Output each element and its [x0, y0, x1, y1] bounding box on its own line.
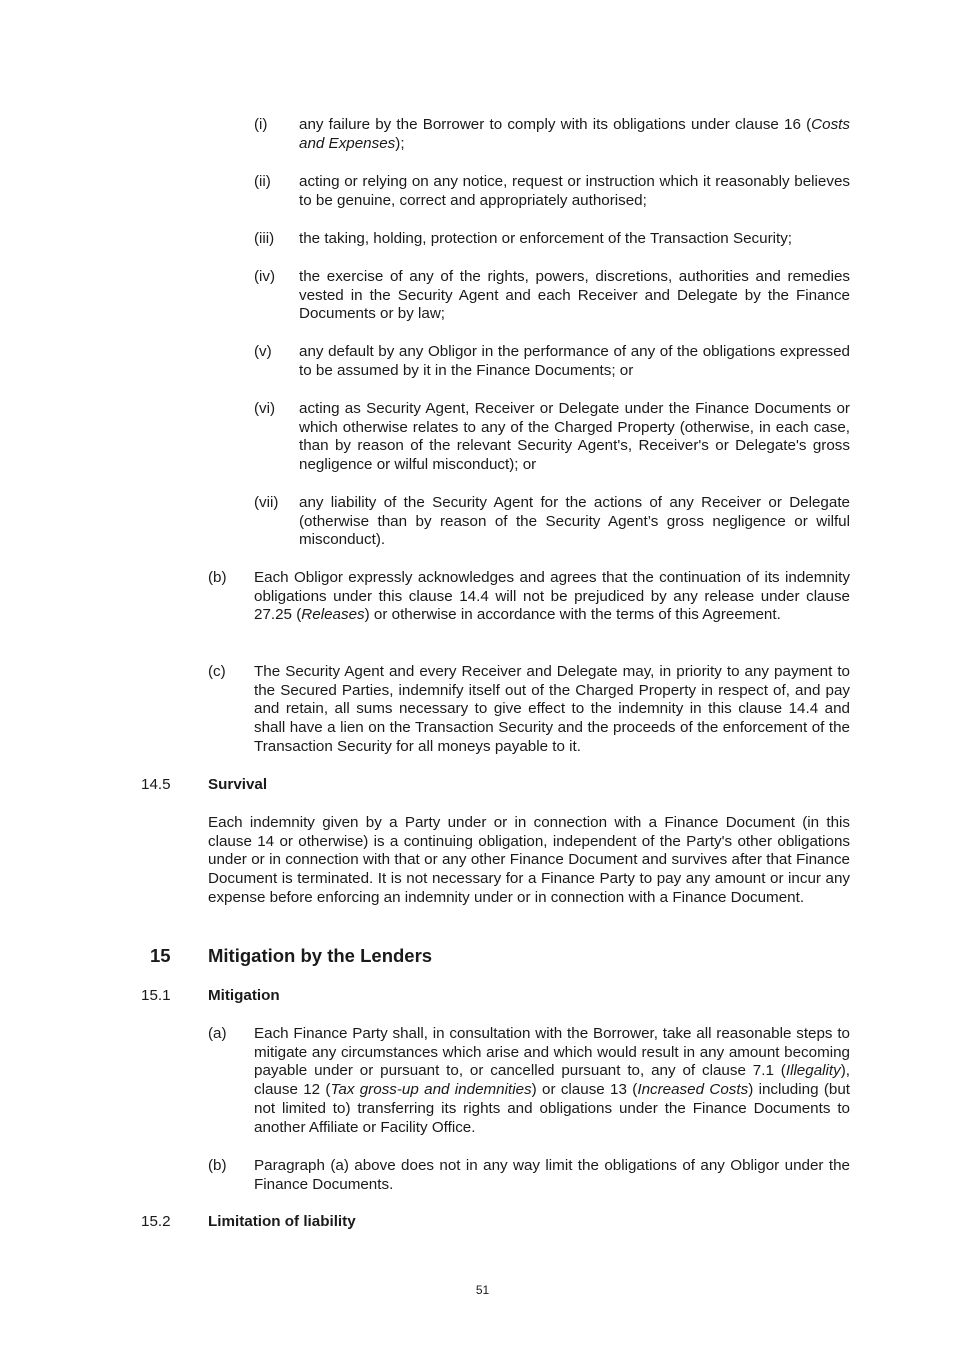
italic-reference: Costs and Expenses: [299, 116, 850, 152]
item-text: [299, 116, 850, 153]
item-text: [299, 494, 850, 550]
italic-reference: Illegality: [785, 1062, 841, 1080]
italic-reference: Releases: [301, 606, 365, 624]
text-run: ) or clause 13 (: [531, 1081, 638, 1099]
section-number: 15.2: [141, 1213, 171, 1230]
italic-reference: Increased Costs: [637, 1081, 749, 1099]
section-number: 15.1: [141, 987, 171, 1004]
text-run: acting or relying on any notice, request or instruction which it reasonably believes to be genuine, correct and appropriately authorised;: [299, 173, 850, 209]
paragraph-label: (b): [208, 569, 227, 586]
text-run: The Security Agent and every Receiver and Delegate may, in priority to any payment to the Secured Parties, indemnify itself out of the Charged Property in respect of, and pay and retain, all sums necessary to give effect to the indemnity in this clause 14.4 and shall have a lien on the Transaction Security and the proceeds of the enforcement of the Transaction Security for all moneys payable to it.: [254, 663, 850, 755]
item-text: [299, 400, 850, 475]
text-run: Each Finance Party shall, in consultation with the Borrower, take all reasonable steps to mitigate any circumstances which arise and which would result in any amount becoming payable under or pursuant to, or cancelled pursuant to, any of clause 7.1 (: [254, 1025, 850, 1080]
paragraph-label: (b): [208, 1157, 227, 1174]
text-run: any liability of the Security Agent for the actions of any Receiver or Delegate (otherwise than by reason of the Security Agent’s gross negligence or wilful misconduct).: [299, 494, 850, 549]
item-label: (vii): [254, 494, 279, 511]
paragraph-text: [254, 569, 850, 625]
text-run: acting as Security Agent, Receiver or Delegate under the Finance Documents or which otherwise relates to any of the Charged Property (otherwise, in each case, than by reason of the relevant Security Agent's, Receiver's or Delegate's gross negligence or wilful misconduct); or: [299, 400, 850, 474]
text-run: the taking, holding, protection or enforcement of the Transaction Security;: [299, 230, 793, 247]
section-body: Each indemnity given by a Party under or in connection with a Finance Document (in this clause 14 or otherwise) is a continuing obligation, independent of the Party's other obligations under or in connection with that or any other Finance Document and survives after that Finance Document is terminated. It is not necessary for a Finance Party to pay any amount or incur any expense before enforcing an indemnity under or in connection with a Finance Document.: [208, 814, 850, 906]
item-label: (i): [254, 116, 268, 133]
text-run: ), clause 12 (: [254, 1062, 850, 1099]
text-run: Paragraph (a) above does not in any way limit the obligations of any Obligor under the Finance Documents.: [254, 1157, 850, 1193]
item-text: [299, 173, 850, 210]
item-label: (iii): [254, 230, 275, 247]
text-run: Each Obligor expressly acknowledges and agrees that the continuation of its indemnity obligations under this clause 14.4 will not be prejudiced by any release under clause 27.25 (: [254, 569, 850, 624]
item-label: (v): [254, 343, 272, 360]
paragraph-label: (a): [208, 1025, 227, 1042]
section-title: Limitation of liability: [208, 1213, 356, 1230]
text-run: the exercise of any of the rights, powers, discretions, authorities and remedies vested in the Security Agent and each Receiver and Delegate by the Finance Documents or by law;: [299, 268, 850, 323]
text-run: );: [395, 134, 405, 152]
paragraph-text: [254, 1025, 850, 1137]
text-run: any default by any Obligor in the performance of any of the obligations expressed to be assumed by it in the Finance Documents; or: [299, 343, 850, 379]
text-run: ) or otherwise in accordance with the terms of this Agreement.: [364, 606, 781, 624]
item-text: [299, 230, 850, 249]
paragraph-text: [254, 1157, 850, 1194]
item-label: (ii): [254, 173, 271, 190]
section-number: 14.5: [141, 776, 171, 793]
item-label: (vi): [254, 400, 276, 417]
item-text: [299, 343, 850, 380]
text-run: ) including (but not limited to) transferring its rights and obligations under the Finance Documents to another Affiliate or Facility Office.: [254, 1081, 851, 1136]
clause-title: Mitigation by the Lenders: [208, 945, 433, 966]
italic-reference: Tax gross-up and indemnities: [330, 1081, 532, 1099]
section-title: Survival: [208, 776, 268, 793]
item-label: (iv): [254, 268, 276, 285]
paragraph-text: [254, 663, 850, 757]
page-number: 51: [475, 1283, 490, 1297]
paragraph-label: (c): [208, 663, 226, 680]
clause-number: 15: [150, 945, 171, 966]
section-title: Mitigation: [208, 987, 280, 1004]
text-run: any failure by the Borrower to comply with its obligations under clause 16 (: [299, 116, 812, 133]
item-text: [299, 268, 850, 324]
